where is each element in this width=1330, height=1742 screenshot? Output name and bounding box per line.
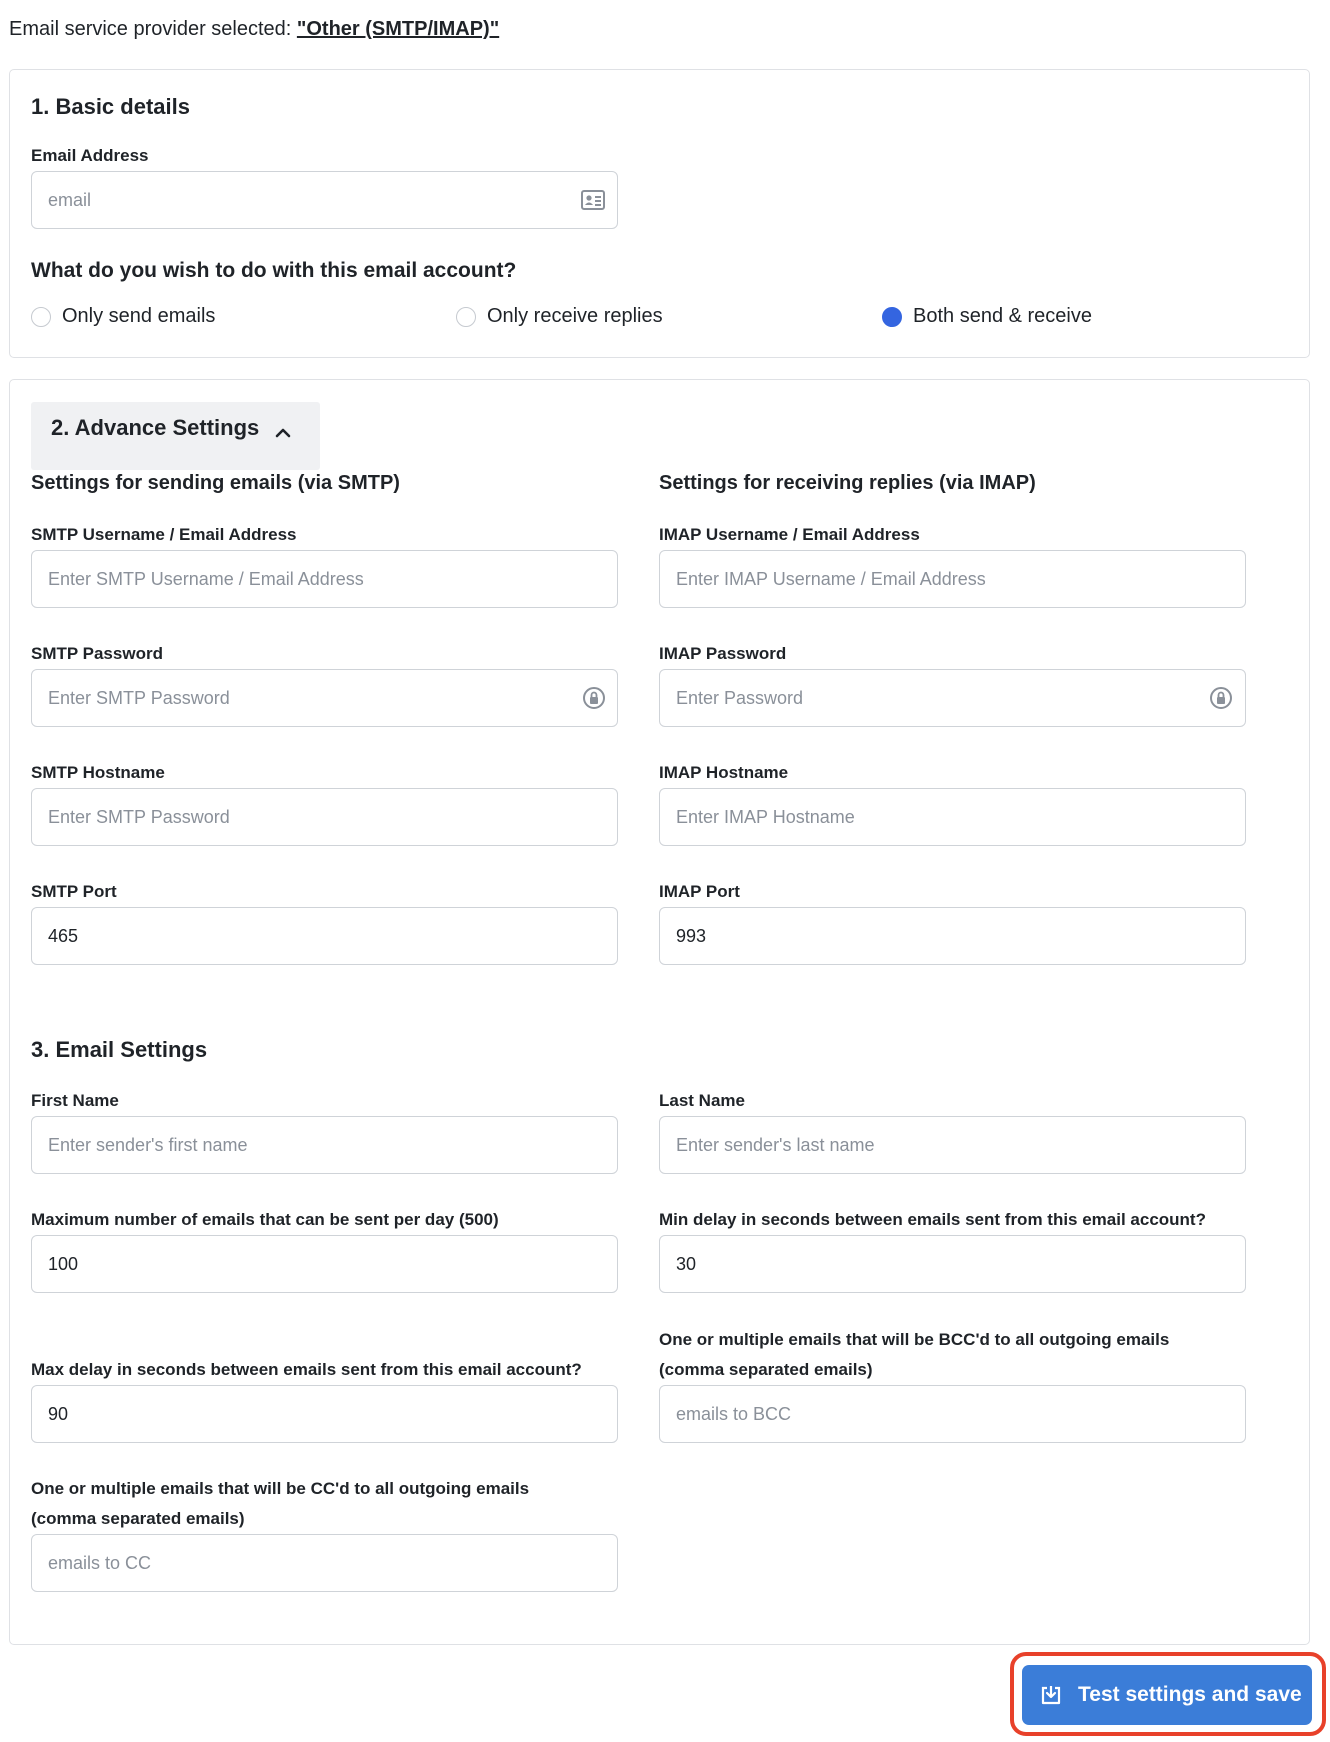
max-per-day-input[interactable]: [31, 1235, 618, 1293]
basic-details-title: 1. Basic details: [31, 94, 190, 119]
email-address-label: Email Address: [31, 146, 149, 165]
provider-line: [9, 18, 499, 41]
smtp-hostname-label: SMTP Hostname: [31, 763, 165, 782]
radio-button[interactable]: [456, 307, 476, 327]
smtp-hostname-input[interactable]: [31, 788, 618, 846]
smtp-username-input[interactable]: [31, 550, 618, 608]
smtp-password-label: SMTP Password: [31, 644, 163, 663]
bcc-label: [659, 1325, 1169, 1385]
contact-card-icon: [580, 187, 606, 213]
provider-prefix: Email service provider selected:: [9, 18, 297, 40]
imap-port-input[interactable]: [659, 907, 1246, 965]
smtp-username-label: SMTP Username / Email Address: [31, 525, 297, 544]
provider-link[interactable]: "Other (SMTP/IMAP)": [296, 18, 500, 40]
smtp-heading: Settings for sending emails (via SMTP): [31, 472, 400, 494]
last-name-input[interactable]: [659, 1116, 1246, 1174]
smtp-password-input[interactable]: [31, 669, 618, 727]
imap-password-label: IMAP Password: [659, 644, 787, 663]
cc-input[interactable]: [31, 1534, 618, 1592]
save-button-label: Test settings and save: [1078, 1683, 1302, 1706]
email-input[interactable]: [31, 171, 618, 229]
imap-hostname-label: IMAP Hostname: [659, 763, 789, 782]
bcc-label-line1: One or multiple emails that will be BCC'd to all outgoing emails: [659, 1330, 1170, 1349]
cc-label: [31, 1474, 529, 1534]
radio-button-selected[interactable]: [882, 307, 902, 327]
smtp-port-input[interactable]: [31, 907, 618, 965]
chevron-up-icon: [272, 422, 294, 444]
save-download-icon: [1038, 1682, 1064, 1708]
last-name-label: Last Name: [659, 1091, 745, 1110]
radio-label: Only send emails: [62, 305, 216, 327]
password-lock-icon[interactable]: [1208, 685, 1234, 711]
imap-port-label: IMAP Port: [659, 882, 740, 901]
first-name-label: First Name: [31, 1091, 119, 1110]
test-settings-and-save-button[interactable]: [1022, 1665, 1312, 1725]
imap-username-label: IMAP Username / Email Address: [659, 525, 920, 544]
radio-button[interactable]: [31, 307, 51, 327]
radio-only-receive[interactable]: [456, 305, 663, 328]
smtp-port-label: SMTP Port: [31, 882, 117, 901]
advanced-settings-title: 2. Advance Settings: [51, 415, 260, 440]
min-delay-input[interactable]: [659, 1235, 1246, 1293]
account-purpose-question: What do you wish to do with this email account?: [31, 259, 517, 282]
bcc-label-line2: (comma separated emails): [659, 1360, 873, 1379]
max-per-day-label: Maximum number of emails that can be sent per day (500): [31, 1210, 499, 1229]
min-delay-label: Min delay in seconds between emails sent from this email account?: [659, 1210, 1206, 1229]
radio-label: Both send & receive: [913, 305, 1092, 327]
imap-username-input[interactable]: [659, 550, 1246, 608]
max-delay-input[interactable]: [31, 1385, 618, 1443]
imap-heading: Settings for receiving replies (via IMAP): [659, 472, 1036, 494]
password-lock-icon[interactable]: [581, 685, 607, 711]
first-name-input[interactable]: [31, 1116, 618, 1174]
bcc-input[interactable]: [659, 1385, 1246, 1443]
radio-only-send[interactable]: [31, 305, 215, 328]
email-settings-title: 3. Email Settings: [31, 1037, 208, 1062]
radio-label: Only receive replies: [487, 305, 663, 327]
max-delay-label: Max delay in seconds between emails sent from this email account?: [31, 1360, 582, 1379]
cc-label-line1: One or multiple emails that will be CC'd to all outgoing emails: [31, 1479, 530, 1498]
radio-both[interactable]: [882, 305, 1092, 328]
advanced-settings-toggle[interactable]: [31, 402, 320, 470]
imap-hostname-input[interactable]: [659, 788, 1246, 846]
cc-label-line2: (comma separated emails): [31, 1509, 245, 1528]
imap-password-input[interactable]: [659, 669, 1246, 727]
